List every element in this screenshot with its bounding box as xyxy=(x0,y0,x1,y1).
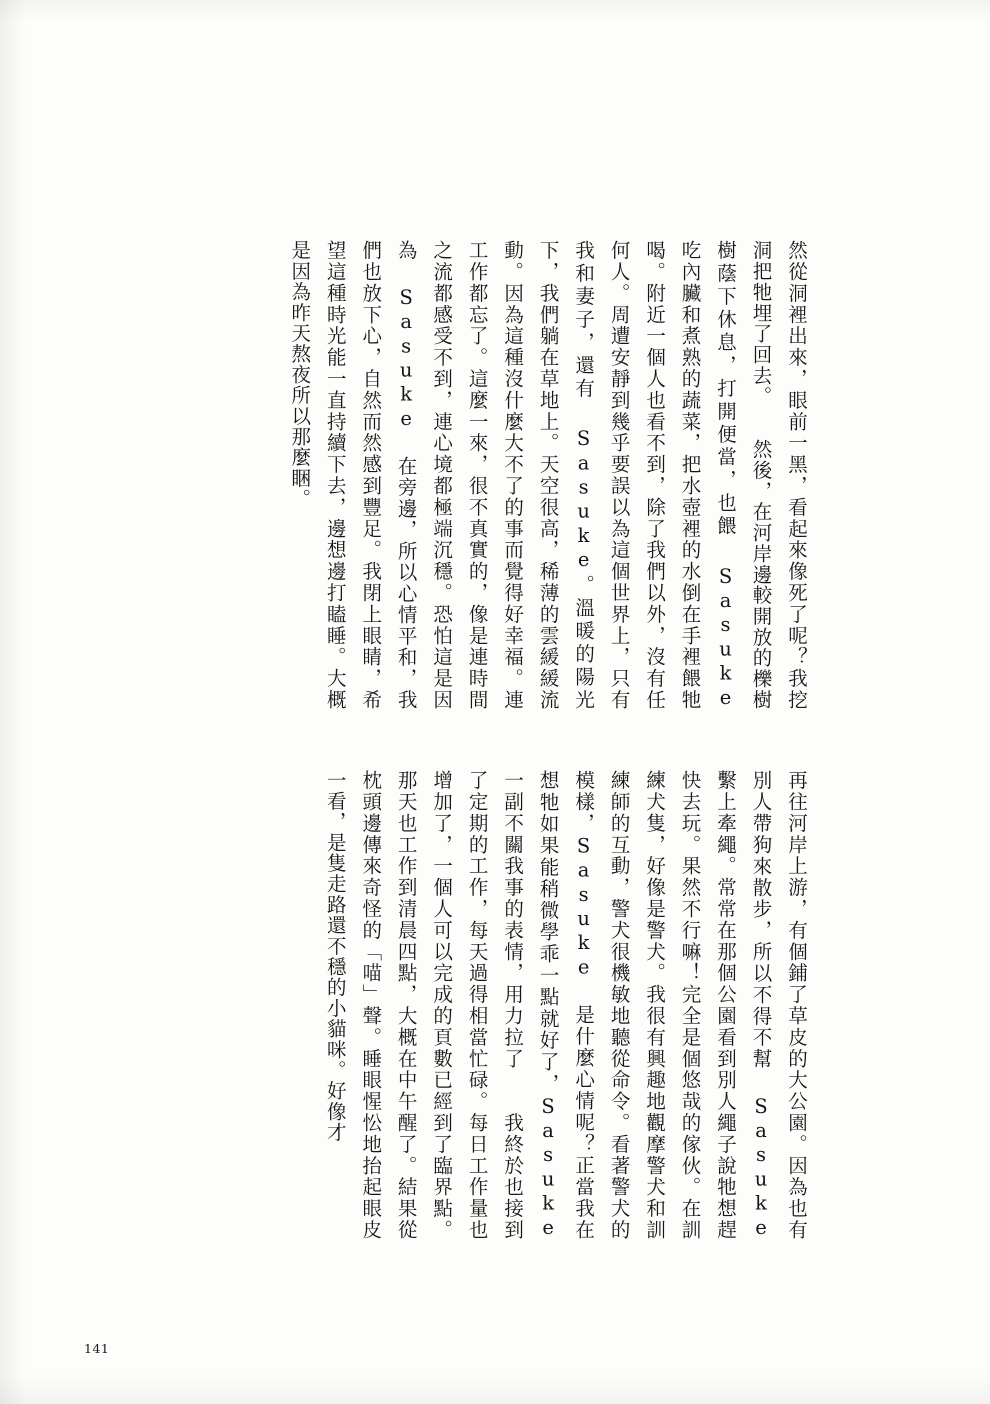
page-number: 141 xyxy=(84,1341,110,1356)
body-text-block-lower xyxy=(124,770,814,1240)
paragraph-upper: 然從洞裡出來，眼前一黑，看起來像死了呢？我挖洞把牠埋了回去。 然後，在河岸邊較開放的櫟樹樹蔭下休息，打開便當，也餵 Sasuke 吃內臟和煮熟的蔬菜，把水壺裡的水倒在手裡餵牠喝。附近一個人也看不到，除了我們以外，沒有任何人。周遭安靜到幾乎要誤以為這個世界上，只有我和妻子，還有 Sasuke。溫暖的陽光下，我們躺在草地上。天空很高，稀薄的雲緩緩流動。因為這種沒什麼大不了的事而覺得好幸福。連工作都忘了。這麼一來，很不真實的，像是連時間之流都感受不到，連心境都極端沉穩。恐怕這是因為 Sasuke 在旁邊，所以心情平和，我們也放下心，自然而然感到豐足。我閉上眼睛，希望這種時光能一直持續下去，邊想邊打瞌睡。大概是因為昨天熬夜所以那麼睏。 xyxy=(288,240,808,710)
paragraph-lower: 再往河岸上游，有個鋪了草皮的大公園。因為也有別人帶狗來散步，所以不得不幫 Sasuke 繫上牽繩。常常在那個公園看到別人繩子說牠想趕快去玩。果然不行嘛！完全是個悠哉的傢伙。在訓練犬隻，好像是警犬。我很有興趣地觀摩警犬和訓練師的互動，警犬很機敏地聽從命令。看著警犬的模樣，Sasuke 是什麼心情呢？正當我在想牠如果能稍微學乖一點就好了，Sasuke 一副不關我事的表情，用力拉了 我終於也接到了定期的工作，每天過得相當忙碌。每日工作量也增加了，一個人可以完成的頁數已經到了臨界點。那天也工作到清晨四點，大概在中午醒了。結果從枕頭邊傳來奇怪的「喵」聲。睡眼惺忪地抬起眼皮一看，是隻走路還不穩的小貓咪。好像才 xyxy=(323,770,808,1240)
page-edge-shading-left xyxy=(0,0,26,1404)
page-edge-shading-top xyxy=(0,0,990,22)
page-edge-shading-bottom xyxy=(0,1374,990,1404)
body-text-block-upper xyxy=(124,240,814,710)
